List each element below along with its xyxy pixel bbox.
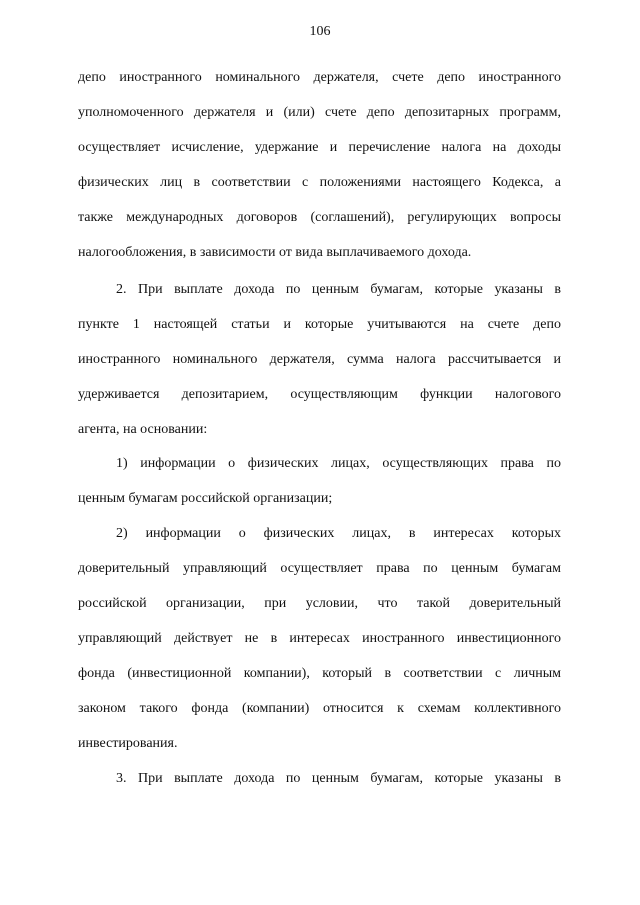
text-line: пункте 1 настоящей статьи и которые учитываются на счете депо: [78, 317, 561, 332]
text-line: агента, на основании:: [78, 422, 208, 437]
page-number: 106: [309, 24, 331, 39]
text-line: 2) информации о физических лицах, в интересах которых: [116, 526, 561, 541]
text-line: инвестирования.: [78, 736, 178, 751]
text-line: уполномоченного держателя и (или) счете депо депозитарных программ,: [78, 105, 561, 120]
text-line: иностранного номинального держателя, сумма налога рассчитывается и: [78, 352, 561, 367]
text-line: 3. При выплате дохода по ценным бумагам, которые указаны в: [116, 771, 561, 786]
text-line: удерживается депозитарием, осуществляющим функции налогового: [78, 387, 561, 402]
text-line: физических лиц в соответствии с положениями настоящего Кодекса, а: [78, 175, 561, 190]
text-line: доверительный управляющий осуществляет права по ценным бумагам: [78, 561, 561, 576]
text-line: 2. При выплате дохода по ценным бумагам, которые указаны в: [116, 282, 561, 297]
text-line: фонда (инвестиционной компании), который в соответствии с личным: [78, 666, 561, 681]
text-line: 1) информации о физических лицах, осуществляющих права по: [116, 456, 561, 471]
text-line: осуществляет исчисление, удержание и перечисление налога на доходы: [78, 140, 561, 155]
text-line: также международных договоров (соглашений), регулирующих вопросы: [78, 210, 561, 225]
text-line: налогообложения, в зависимости от вида выплачиваемого дохода.: [78, 245, 472, 260]
text-line: депо иностранного номинального держателя, счете депо иностранного: [78, 70, 561, 85]
text-line: ценным бумагам российской организации;: [78, 491, 333, 506]
text-line: российской организации, при условии, что такой доверительный: [78, 596, 561, 611]
text-line: управляющий действует не в интересах иностранного инвестиционного: [78, 631, 561, 646]
text-line: законом такого фонда (компании) относится к схемам коллективного: [78, 701, 561, 716]
